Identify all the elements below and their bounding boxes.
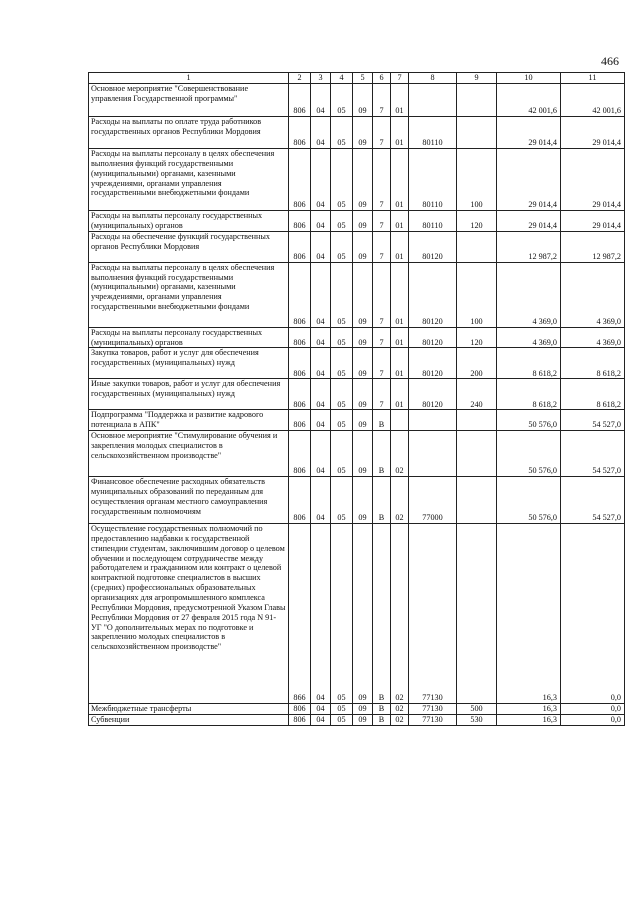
code-cell: 80110 <box>409 211 457 232</box>
code-cell: 01 <box>391 348 409 379</box>
amount-cell: 12 987,2 <box>497 231 561 262</box>
table-row <box>89 211 625 232</box>
amount-cell: 8 618,2 <box>497 379 561 410</box>
code-cell: 240 <box>457 379 497 410</box>
table-row <box>89 410 625 431</box>
code-cell: 80120 <box>409 327 457 348</box>
table-row <box>89 715 625 726</box>
amount-cell: 29 014,4 <box>497 211 561 232</box>
table-row <box>89 117 625 149</box>
code-cell: 02 <box>391 431 409 477</box>
column-header: 6 <box>373 73 391 84</box>
amount-cell: 29 014,4 <box>561 117 625 149</box>
code-cell: 806 <box>289 715 311 726</box>
code-cell <box>457 410 497 431</box>
column-header: 1 <box>89 73 289 84</box>
code-cell <box>457 117 497 149</box>
code-cell: 01 <box>391 84 409 117</box>
table-row <box>89 348 625 379</box>
amount-cell: 54 527,0 <box>561 410 625 431</box>
code-cell: 04 <box>311 431 331 477</box>
amount-cell: 42 001,6 <box>497 84 561 117</box>
code-cell: В <box>373 715 391 726</box>
code-cell: 05 <box>331 231 353 262</box>
table-row <box>89 477 625 524</box>
code-cell: 04 <box>311 410 331 431</box>
table-row <box>89 149 625 211</box>
code-cell: 09 <box>353 348 373 379</box>
expense-name-cell: Расходы на обеспечение функций государственных органов Республики Мордовия <box>89 231 289 262</box>
table-body <box>89 84 625 726</box>
code-cell: 09 <box>353 715 373 726</box>
code-cell: 7 <box>373 84 391 117</box>
code-cell: 7 <box>373 379 391 410</box>
code-cell: 04 <box>311 117 331 149</box>
code-cell: 05 <box>331 431 353 477</box>
expense-name-cell: Субвенции <box>89 715 289 726</box>
expense-name-cell: Закупка товаров, работ и услуг для обеспечения государственных (муниципальных) нужд <box>89 348 289 379</box>
code-cell: 04 <box>311 524 331 704</box>
code-cell: 500 <box>457 704 497 715</box>
code-cell: 05 <box>331 262 353 327</box>
code-cell: 806 <box>289 84 311 117</box>
table-row <box>89 84 625 117</box>
code-cell: 100 <box>457 262 497 327</box>
expense-name-cell: Расходы на выплаты персоналу государственных (муниципальных) органов <box>89 211 289 232</box>
code-cell: 80120 <box>409 262 457 327</box>
amount-cell: 50 576,0 <box>497 477 561 524</box>
column-header: 3 <box>311 73 331 84</box>
code-cell: 77130 <box>409 704 457 715</box>
code-cell: 05 <box>331 211 353 232</box>
code-cell: 04 <box>311 262 331 327</box>
code-cell: 05 <box>331 348 353 379</box>
code-cell: 806 <box>289 211 311 232</box>
code-cell: 09 <box>353 477 373 524</box>
code-cell: 05 <box>331 84 353 117</box>
expense-name-cell: Основное мероприятие "Совершенствование управления Государственной программы" <box>89 84 289 117</box>
code-cell: 04 <box>311 379 331 410</box>
code-cell: 806 <box>289 231 311 262</box>
code-cell: 04 <box>311 149 331 211</box>
expense-name-cell: Расходы на выплаты персоналу в целях обеспечения выполнения функций государственными (муниципальными) органами, казенными учреждениями, органами управления государственными внебюджетными фондами <box>89 149 289 211</box>
expense-name-cell: Основное мероприятие "Стимулирование обучения и закрепления молодых специалистов в сельскохозяйственном производстве" <box>89 431 289 477</box>
expense-name-cell: Осуществление государственных полномочий по предоставлению надбавки к государственной стипендии студентам, заключившим договор о целевом обучении и последующем сотрудничестве между работодателем и гражданином или контракт о целевой контрактной подготовке специалистов в высших (средних) профессиональных образовательных организациях для агропромышленного комплекса Республики Мордовия, предусмотренной Указом Главы Республики Мордовия от 27 февраля 2015 года N 91-УГ "О дополнительных мерах по подготовке и закреплению молодых специалистов в сельскохозяйственном производстве" <box>89 524 289 704</box>
amount-cell: 8 618,2 <box>561 348 625 379</box>
amount-cell: 16,3 <box>497 715 561 726</box>
table-header-row <box>89 73 625 84</box>
amount-cell: 0,0 <box>561 524 625 704</box>
code-cell: 09 <box>353 524 373 704</box>
code-cell: 806 <box>289 348 311 379</box>
column-header: 8 <box>409 73 457 84</box>
code-cell: 09 <box>353 327 373 348</box>
code-cell: В <box>373 477 391 524</box>
amount-cell: 4 369,0 <box>561 262 625 327</box>
code-cell: 7 <box>373 231 391 262</box>
code-cell <box>457 84 497 117</box>
expense-name-cell: Межбюджетные трансферты <box>89 704 289 715</box>
code-cell: 01 <box>391 231 409 262</box>
code-cell: 01 <box>391 149 409 211</box>
code-cell: 09 <box>353 431 373 477</box>
code-cell: 806 <box>289 704 311 715</box>
code-cell: 04 <box>311 231 331 262</box>
code-cell: 05 <box>331 117 353 149</box>
code-cell: 806 <box>289 431 311 477</box>
code-cell: 05 <box>331 524 353 704</box>
column-header: 11 <box>561 73 625 84</box>
amount-cell: 50 576,0 <box>497 410 561 431</box>
code-cell: 806 <box>289 117 311 149</box>
code-cell: 05 <box>331 379 353 410</box>
expense-name-cell: Подпрограмма "Поддержка и развитие кадрового потенциала в АПК" <box>89 410 289 431</box>
code-cell: 04 <box>311 84 331 117</box>
code-cell: 120 <box>457 211 497 232</box>
code-cell: 806 <box>289 477 311 524</box>
code-cell: 100 <box>457 149 497 211</box>
code-cell: 806 <box>289 410 311 431</box>
code-cell: 02 <box>391 704 409 715</box>
code-cell: 04 <box>311 211 331 232</box>
code-cell: В <box>373 410 391 431</box>
code-cell: 09 <box>353 262 373 327</box>
code-cell: 200 <box>457 348 497 379</box>
code-cell: 7 <box>373 262 391 327</box>
table-row <box>89 327 625 348</box>
code-cell: 09 <box>353 211 373 232</box>
code-cell: 09 <box>353 704 373 715</box>
expense-name-cell: Расходы на выплаты по оплате труда работников государственных органов Республики Мордовия <box>89 117 289 149</box>
code-cell <box>409 410 457 431</box>
code-cell: В <box>373 524 391 704</box>
code-cell: 7 <box>373 327 391 348</box>
amount-cell: 54 527,0 <box>561 431 625 477</box>
amount-cell: 4 369,0 <box>561 327 625 348</box>
column-header: 5 <box>353 73 373 84</box>
expense-name-cell: Иные закупки товаров, работ и услуг для обеспечения государственных (муниципальных) нужд <box>89 379 289 410</box>
amount-cell: 12 987,2 <box>561 231 625 262</box>
code-cell <box>457 524 497 704</box>
amount-cell: 50 576,0 <box>497 431 561 477</box>
table-row <box>89 431 625 477</box>
code-cell <box>457 477 497 524</box>
code-cell: 05 <box>331 327 353 348</box>
table-row <box>89 231 625 262</box>
amount-cell: 29 014,4 <box>497 117 561 149</box>
code-cell: 80110 <box>409 149 457 211</box>
table-row <box>89 704 625 715</box>
code-cell: 04 <box>311 477 331 524</box>
table-row <box>89 262 625 327</box>
amount-cell: 8 618,2 <box>497 348 561 379</box>
code-cell: 7 <box>373 149 391 211</box>
code-cell: 120 <box>457 327 497 348</box>
code-cell: 01 <box>391 379 409 410</box>
code-cell: 05 <box>331 704 353 715</box>
code-cell: В <box>373 431 391 477</box>
code-cell: 806 <box>289 149 311 211</box>
code-cell: 80120 <box>409 348 457 379</box>
amount-cell: 16,3 <box>497 704 561 715</box>
column-header: 4 <box>331 73 353 84</box>
code-cell: 77130 <box>409 715 457 726</box>
code-cell: 530 <box>457 715 497 726</box>
expense-name-cell: Расходы на выплаты персоналу государственных (муниципальных) органов <box>89 327 289 348</box>
code-cell: В <box>373 704 391 715</box>
code-cell: 7 <box>373 348 391 379</box>
code-cell: 02 <box>391 715 409 726</box>
code-cell <box>409 84 457 117</box>
code-cell: 04 <box>311 715 331 726</box>
code-cell: 806 <box>289 327 311 348</box>
code-cell: 77130 <box>409 524 457 704</box>
amount-cell: 29 014,4 <box>497 149 561 211</box>
amount-cell: 29 014,4 <box>561 211 625 232</box>
code-cell <box>457 431 497 477</box>
code-cell: 09 <box>353 149 373 211</box>
page-number: 466 <box>601 54 619 68</box>
code-cell: 09 <box>353 117 373 149</box>
amount-cell: 8 618,2 <box>561 379 625 410</box>
amount-cell: 29 014,4 <box>561 149 625 211</box>
code-cell: 05 <box>331 715 353 726</box>
code-cell: 02 <box>391 524 409 704</box>
code-cell: 01 <box>391 262 409 327</box>
code-cell: 7 <box>373 211 391 232</box>
amount-cell: 54 527,0 <box>561 477 625 524</box>
column-header: 2 <box>289 73 311 84</box>
code-cell: 09 <box>353 410 373 431</box>
column-header: 9 <box>457 73 497 84</box>
table-row <box>89 524 625 704</box>
code-cell: 80120 <box>409 231 457 262</box>
code-cell: 77000 <box>409 477 457 524</box>
code-cell <box>409 431 457 477</box>
code-cell: 7 <box>373 117 391 149</box>
code-cell: 05 <box>331 477 353 524</box>
code-cell: 09 <box>353 231 373 262</box>
amount-cell: 4 369,0 <box>497 262 561 327</box>
code-cell: 806 <box>289 379 311 410</box>
code-cell <box>457 231 497 262</box>
code-cell: 09 <box>353 379 373 410</box>
code-cell: 01 <box>391 211 409 232</box>
amount-cell: 0,0 <box>561 704 625 715</box>
code-cell: 04 <box>311 327 331 348</box>
budget-table <box>88 72 625 726</box>
amount-cell: 4 369,0 <box>497 327 561 348</box>
amount-cell: 42 001,6 <box>561 84 625 117</box>
code-cell: 04 <box>311 704 331 715</box>
code-cell: 05 <box>331 149 353 211</box>
column-header: 7 <box>391 73 409 84</box>
code-cell: 806 <box>289 262 311 327</box>
code-cell: 04 <box>311 348 331 379</box>
table-row <box>89 379 625 410</box>
amount-cell: 0,0 <box>561 715 625 726</box>
expense-name-cell: Финансовое обеспечение расходных обязательств муниципальных образований по переданным для осуществления органам местного самоуправления государственным полномочиям <box>89 477 289 524</box>
amount-cell: 16,3 <box>497 524 561 704</box>
code-cell: 01 <box>391 117 409 149</box>
code-cell: 01 <box>391 327 409 348</box>
expense-name-cell: Расходы на выплаты персоналу в целях обеспечения выполнения функций государственными (муниципальными) органами, казенными учреждениями, органами управления государственными внебюджетными фондами <box>89 262 289 327</box>
column-header: 10 <box>497 73 561 84</box>
code-cell: 05 <box>331 410 353 431</box>
code-cell: 80110 <box>409 117 457 149</box>
code-cell: 866 <box>289 524 311 704</box>
code-cell: 80120 <box>409 379 457 410</box>
code-cell: 02 <box>391 477 409 524</box>
code-cell: 09 <box>353 84 373 117</box>
code-cell <box>391 410 409 431</box>
